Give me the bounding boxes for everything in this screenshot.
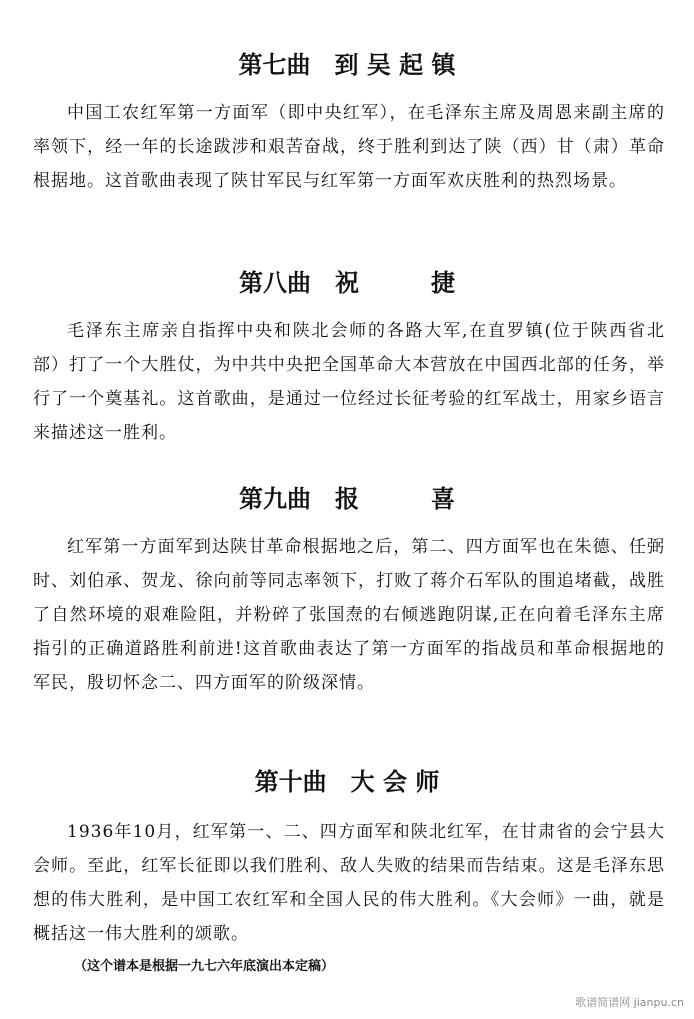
site-watermark: 歌谱简谱网 jianpu.cn <box>575 996 684 1009</box>
section-paragraph: 1936年10月，红军第一、二、四方面军和陕北红军，在甘肃省的会宁县大会师。至此，红军长征即以我们胜利、敌人失败的结果而告结束。这是毛泽东思想的伟大胜利，是中国工农红军和全国人民的伟大胜利。《大会师》一曲，就是概括这一伟大胜利的颂歌。 <box>33 822 665 944</box>
section-paragraph: 红军第一方面军到达陕甘革命根据地之后，第二、四方面军也在朱德、任弼时、刘伯承、贺龙、徐向前等同志率领下，打败了蒋介石军队的围追堵截，战胜了自然环境的艰难险阻，并粉碎了张国焘的右倾逃跑阴谋,正在向着毛泽东主席指引的正确道路胜利前进!这首歌曲表达了第一方面军的指战员和革命根据地的军民，殷切怀念二、四方面军的阶级深情。 <box>33 537 665 693</box>
section-title: 第十曲 大 会 师 <box>254 768 440 796</box>
section-title: 第七曲 到 吴 起 镇 <box>238 51 456 79</box>
section-paragraph: 中国工农红军第一方面军（即中央红军），在毛泽东主席及周恩来副主席的率领下，经一年的长途跋涉和艰苦奋战，终于胜利到达了陕（西）甘（肃）革命根据地。这首歌曲表现了陕甘军民与红军第一方面军欢庆胜利的热烈场景。 <box>33 103 665 191</box>
section-title: 第九曲 报 喜 <box>239 485 455 513</box>
section-paragraph: 毛泽东主席亲自指挥中央和陕北会师的各路大军,在直罗镇(位于陕西省北部）打了一个大胜仗，为中共中央把全国革命大本营放在中国西北部的任务，举行了一个奠基礼。这首歌曲，是通过一位经过长征考验的红军战士，用家乡语言来描述这一胜利。 <box>33 321 665 443</box>
footnote: （这个谱本是根据一九七六年底演出本定稿） <box>74 959 335 974</box>
section-title: 第八曲 祝 捷 <box>239 269 455 297</box>
